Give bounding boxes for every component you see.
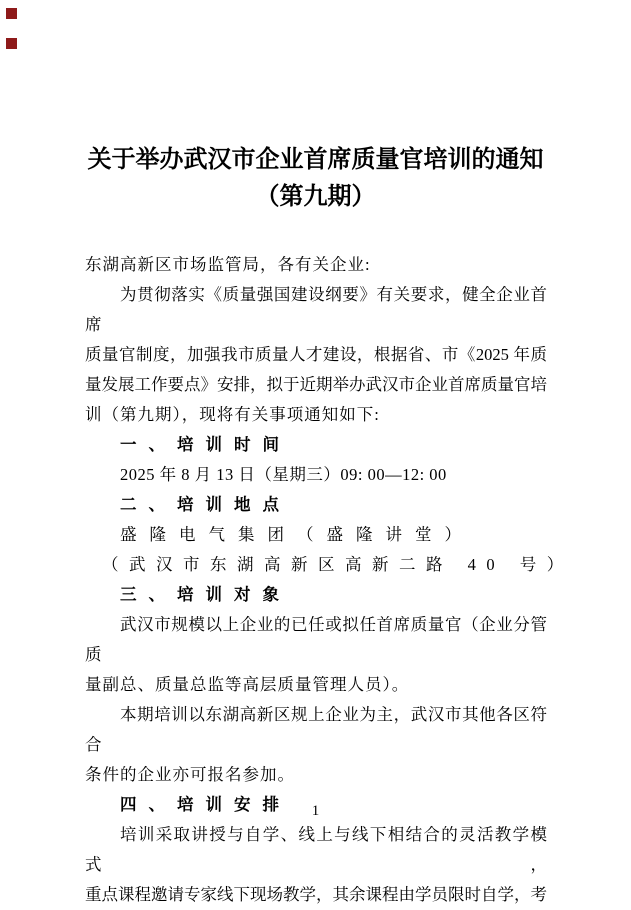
- intro-line-4: 训（第九期），现将有关事项通知如下:: [85, 405, 380, 424]
- address-line: （武汉市东湖高新区高新二路 40 号）: [102, 555, 574, 574]
- audience-line-1: 武汉市规模以上企业的已任或拟任首席质量官（企业分管质: [85, 615, 547, 664]
- intro-line-1: 为贯彻落实《质量强国建设纲要》有关要求，健全企业首席: [85, 285, 547, 334]
- arrangement-line-1: 培训采取讲授与自学、线上与线下相结合的灵活教学模式，: [85, 825, 547, 874]
- venue-line: 盛隆电气集团（盛隆讲堂）: [120, 525, 474, 544]
- section-1-heading: 一、培训时间: [120, 436, 291, 454]
- red-square-marker-bottom: [6, 38, 17, 49]
- scope-line-2: 条件的企业亦可报名参加。: [85, 765, 295, 784]
- intro-line-2: 质量官制度，加强我市质量人才建设，根据省、市《2025 年质: [85, 345, 547, 364]
- red-square-marker-top: [6, 8, 17, 19]
- scope-line-1: 本期培训以东湖高新区规上企业为主，武汉市其他各区符合: [85, 705, 547, 754]
- document-title-line-1: 关于举办武汉市企业首席质量官培训的通知: [87, 147, 544, 173]
- arrangement-line-2: 重点课程邀请专家线下现场教学，其余课程由学员限时自学，考: [85, 885, 547, 904]
- section-4-heading: 四、培训安排: [120, 796, 291, 814]
- section-2-heading: 二、培训地点: [120, 496, 291, 514]
- intro-line-3: 量发展工作要点》安排，拟于近期举办武汉市企业首席质量官培: [85, 375, 547, 394]
- salutation-line: 东湖高新区市场监管局，各有关企业:: [85, 255, 371, 274]
- training-time-line: 2025 年 8 月 13 日（星期三）09: 00—12: 00: [120, 465, 447, 484]
- audience-line-2: 量副总、质量总监等高层质量管理人员）。: [85, 675, 410, 694]
- document-title: [0, 142, 631, 216]
- section-3-heading: 三、培训对象: [120, 586, 291, 604]
- document-title-line-2: （第九期）: [255, 184, 376, 210]
- page-number: 1: [311, 803, 320, 819]
